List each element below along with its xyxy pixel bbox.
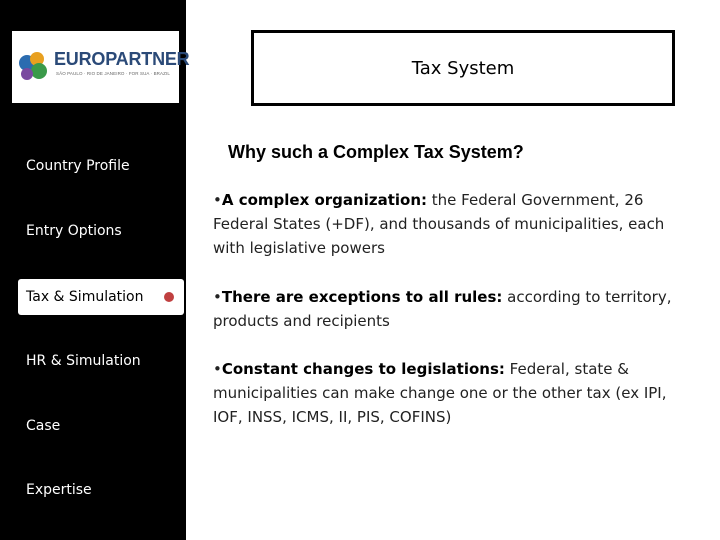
bullet-marker: •: [213, 288, 222, 306]
active-indicator-icon: [164, 292, 174, 302]
bullet-lead: Constant changes to legislations:: [221, 360, 505, 378]
nav-item-label: Country Profile: [26, 158, 130, 174]
bullet-text: according to territory, products and recipients: [213, 288, 672, 330]
bullet-lead: A complex organization:: [221, 191, 427, 209]
europartner-logo: [12, 31, 190, 103]
logo-name: EUROPARTNER: [54, 49, 190, 69]
nav-item-label: Entry Options: [26, 223, 122, 239]
nav-item-label: Expertise: [26, 482, 92, 498]
bullet-text: Federal, state & municipalities can make change one or the other tax (ex IPI, IOF, INSS, ICMS, II, PIS, COFINS): [213, 360, 667, 426]
nav-item-expertise[interactable]: [18, 472, 184, 508]
bullet-item: [213, 188, 693, 260]
nav-item-country-profile[interactable]: [18, 148, 184, 184]
nav-item-label: HR & Simulation: [26, 353, 141, 369]
bullet-lead: There are exceptions to all rules:: [221, 288, 503, 306]
page-title-box: [251, 30, 675, 106]
bullet-item: [213, 285, 693, 333]
bullet-item: [213, 357, 693, 429]
nav-item-case[interactable]: [18, 408, 184, 444]
nav-item-label: Tax & Simulation: [26, 289, 144, 305]
nav-item-label: Case: [26, 418, 61, 434]
bullet-text: the Federal Government, 26 Federal States (+DF), and thousands of municipalities, each with legislative powers: [213, 191, 665, 257]
nav-item-entry-options[interactable]: [18, 213, 184, 249]
logo-tagline: SÃO PAULO · RIO DE JANEIRO · FOR SUA · BRAZIL: [56, 71, 170, 76]
bullet-marker: •: [213, 360, 222, 378]
bullet-marker: •: [213, 191, 222, 209]
page-title: Tax System: [411, 57, 515, 79]
logo-mark-icon: [15, 49, 51, 85]
section-subtitle: Why such a Complex Tax System?: [228, 142, 524, 162]
nav-item-hr-simulation[interactable]: [18, 343, 184, 379]
sidebar: [0, 0, 190, 540]
nav-item-tax-simulation[interactable]: [18, 279, 184, 315]
